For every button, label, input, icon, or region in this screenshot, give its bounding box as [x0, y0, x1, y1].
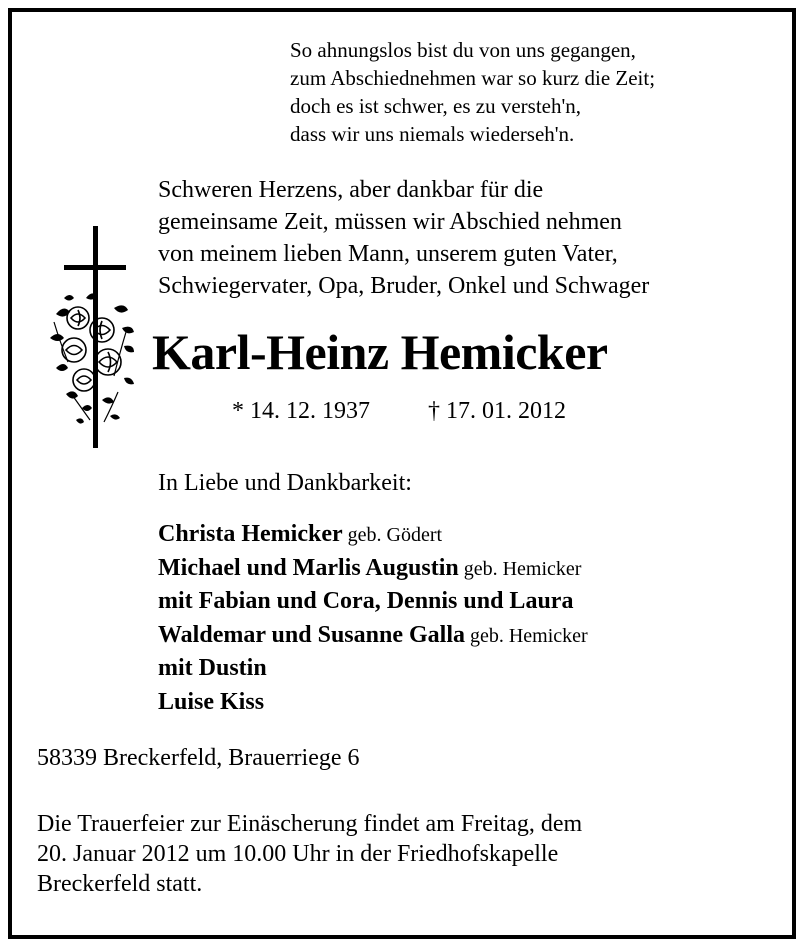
family-row: [158, 518, 588, 552]
family-names: mit Dustin: [158, 655, 267, 681]
maiden-name: geb. Hemicker: [464, 624, 588, 647]
address: 58339 Breckerfeld, Brauerriege 6: [37, 745, 360, 771]
funeral-line: 20. Januar 2012 um 10.00 Uhr in der Friedhofskapelle: [37, 841, 559, 867]
intro-line: von meinem lieben Mann, unserem guten Vater,: [158, 241, 618, 267]
birth-date: * 14. 12. 1937: [232, 398, 370, 424]
family-row: [158, 686, 588, 720]
funeral-info: [37, 809, 582, 899]
intro-line: gemeinsame Zeit, müssen wir Abschied nehmen: [158, 209, 622, 235]
cross-with-roses-icon: [26, 222, 146, 452]
family-row: [158, 619, 588, 653]
maiden-name: geb. Hemicker: [458, 557, 582, 580]
poem-line: doch es ist schwer, es zu versteh'n,: [290, 94, 582, 118]
intro-text: [158, 174, 649, 302]
family-names: Waldemar und Susanne Galla: [158, 621, 465, 648]
family-names: Luise Kiss: [158, 688, 265, 715]
death-date: † 17. 01. 2012: [428, 398, 566, 424]
family-row: [158, 585, 588, 619]
family-row: [158, 552, 588, 586]
poem-line: So ahnungslos bist du von uns gegangen,: [290, 38, 636, 62]
maiden-name: geb. Gödert: [342, 524, 443, 546]
family-names: Michael und Marlis Augustin: [158, 554, 459, 581]
funeral-line: Die Trauerfeier zur Einäscherung findet am Freitag, dem: [37, 811, 583, 837]
family-row: [158, 652, 588, 686]
poem: [290, 36, 655, 148]
intro-line: Schwiegervater, Opa, Bruder, Onkel und Schwager: [158, 273, 650, 299]
poem-line: zum Abschiednehmen war so kurz die Zeit;: [290, 66, 656, 90]
funeral-line: Breckerfeld statt.: [37, 871, 203, 897]
family-names: mit Fabian und Cora, Dennis und Laura: [158, 588, 574, 614]
thanks-line: In Liebe und Dankbarkeit:: [158, 470, 412, 496]
family-names: Christa Hemicker: [158, 521, 343, 547]
intro-line: Schweren Herzens, aber dankbar für die: [158, 177, 544, 203]
poem-line: dass wir uns niemals wiederseh'n.: [290, 122, 575, 146]
deceased-name: Karl-Heinz Hemicker: [152, 324, 608, 380]
family-list: [158, 518, 588, 719]
